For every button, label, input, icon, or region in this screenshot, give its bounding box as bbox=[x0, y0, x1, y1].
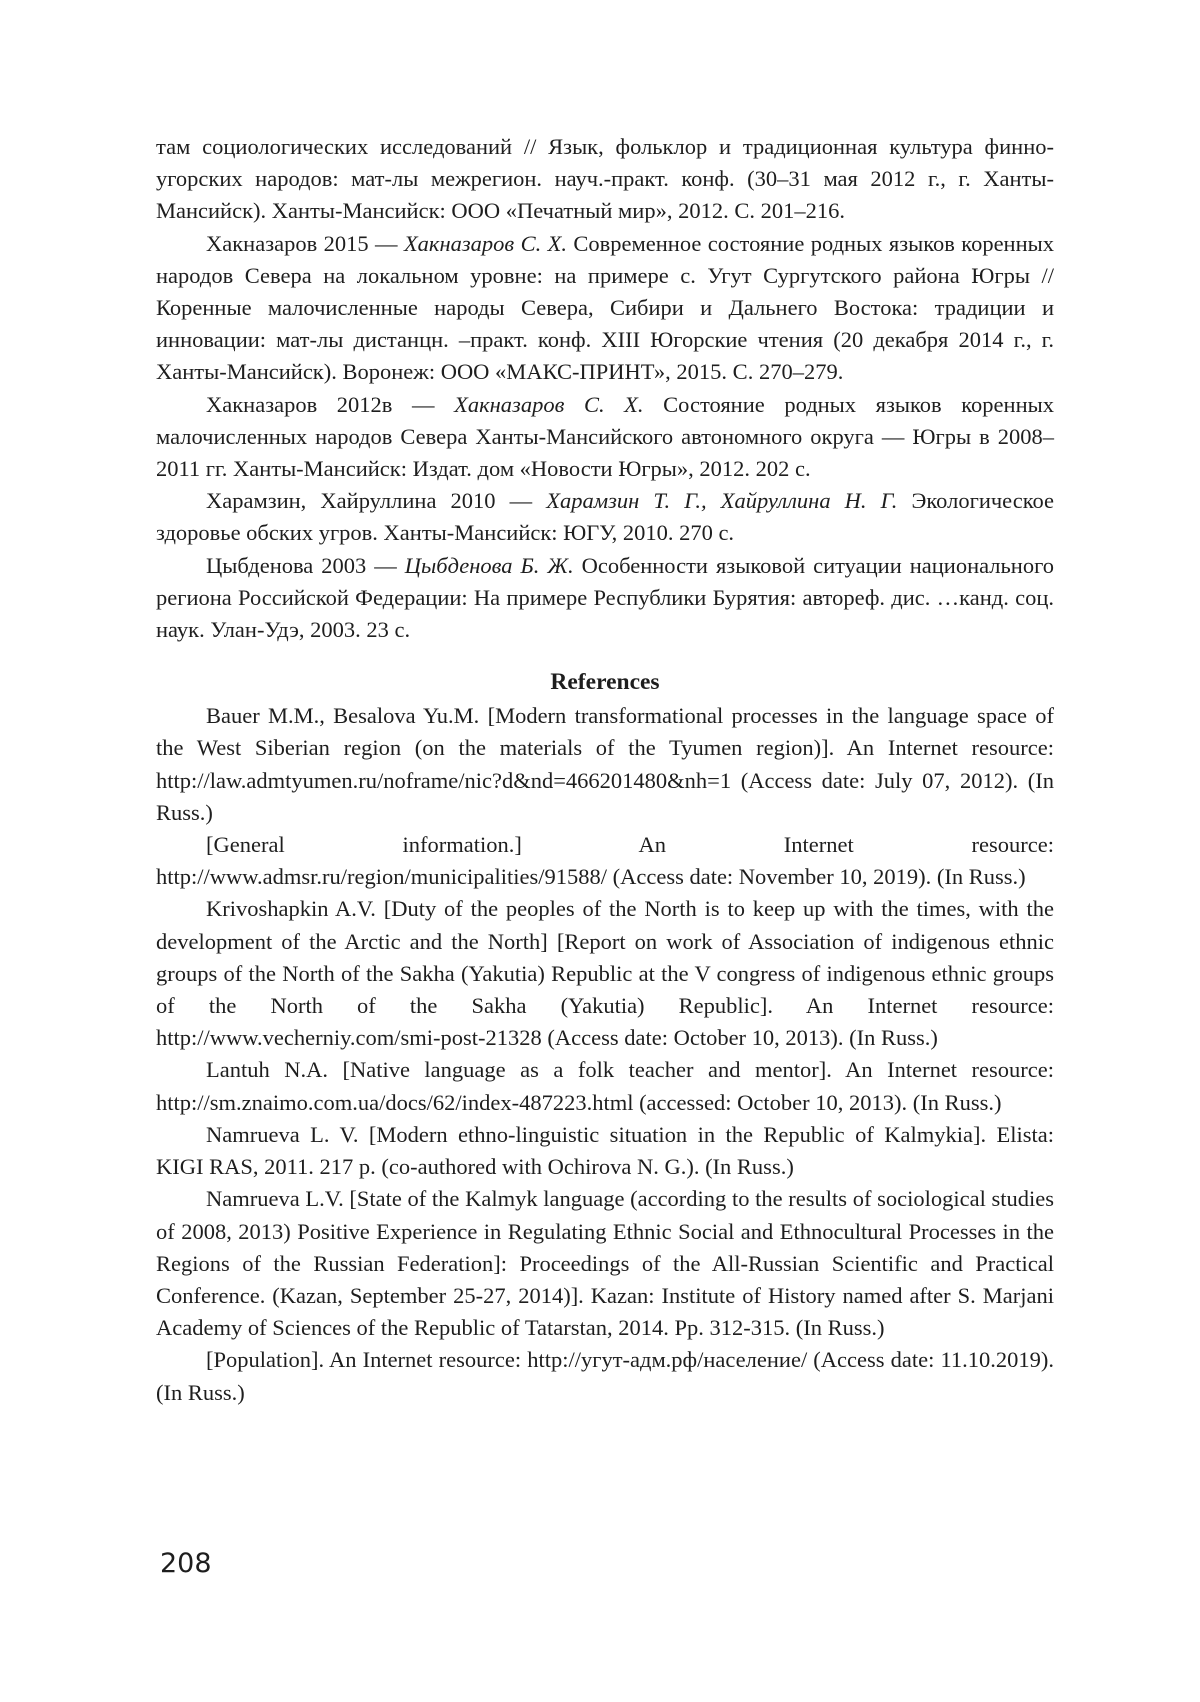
entry-text: Состояние родных языков коренных малочисленных народов Севера Ханты-Мансийского автономного округа — Югры в 2008–2011 гг. Ханты-Мансийск: Издат. дом «Новости Югры», 2012. 202 с. bbox=[156, 392, 1054, 481]
bibliography-entry bbox=[156, 485, 1054, 549]
bibliography-entry-continuation: там социологических исследований // Язык, фольклор и традиционная культура финно-угорских народов: мат-лы межрегион. науч.-практ. конф. (30–31 мая 2012 г., г. Ханты-Мансийск). Ханты-Мансийск: ООО «Печатный мир», 2012. С. 201–216. bbox=[156, 131, 1054, 228]
entry-text: Экологическое здоровье обских угров. Ханты-Мансийск: ЮГУ, 2010. 270 с. bbox=[156, 488, 1054, 545]
bibliography-entry bbox=[156, 389, 1054, 486]
entry-key: Харамзин, Хайруллина 2010 — bbox=[206, 488, 546, 513]
entry-text: Современное состояние родных языков коренных народов Севера на локальном уровне: на примере с. Угут Сургутского района Югры // Коренные малочисленные народы Севера, Сибири и Дальнего Востока: традиции и инновации: мат-лы дистанцн. –практ. конф. XIII Югорские чтения (20 декабря 2014 г., г. Ханты-Мансийск). Воронеж: ООО «МАКС-ПРИНТ», 2015. С. 270–279. bbox=[156, 231, 1054, 385]
page-number: 208 bbox=[160, 1547, 212, 1581]
reference-entry: [General information.] An Internet resource: http://www.admsr.ru/region/municipalities/91588/ (Access date: November 10, 2019). (In Russ.) bbox=[156, 829, 1054, 893]
entry-authors: Хакназаров С. Х. bbox=[454, 392, 643, 417]
references-heading: References bbox=[156, 666, 1054, 698]
entry-authors: Цыбденова Б. Ж. bbox=[405, 553, 574, 578]
reference-entry: Lantuh N.A. [Native language as a folk teacher and mentor]. An Internet resource: http://sm.znaimo.com.ua/docs/62/index-487223.html (accessed: October 10, 2013). (In Russ.) bbox=[156, 1054, 1054, 1118]
bibliography-entry bbox=[156, 228, 1054, 389]
reference-entry: Namrueva L. V. [Modern ethno-linguistic situation in the Republic of Kalmykia]. Elista: KIGI RAS, 2011. 217 p. (co-authored with Ochirova N. G.). (In Russ.) bbox=[156, 1119, 1054, 1183]
bibliography-entry bbox=[156, 550, 1054, 647]
reference-entry: [Population]. An Internet resource: http://угут-адм.рф/население/ (Access date: 11.10.2019). (In Russ.) bbox=[156, 1344, 1054, 1408]
entry-authors: Харамзин Т. Г., Хайруллина Н. Г. bbox=[546, 488, 897, 513]
reference-entry: Bauer M.M., Besalova Yu.M. [Modern transformational processes in the language space of the West Siberian region (on the materials of the Tyumen region)]. An Internet resource: http://law.admtyumen.ru/noframe/nic?d&nd=466201480&nh=1 (Access date: July 07, 2012). (In Russ.) bbox=[156, 700, 1054, 829]
entry-key: Хакназаров 2012в — bbox=[206, 392, 454, 417]
entry-authors: Хакназаров С. Х. bbox=[404, 231, 567, 256]
reference-entry: Krivoshapkin A.V. [Duty of the peoples of the North is to keep up with the times, with the development of the Arctic and the North] [Report on work of Association of indigenous ethnic groups of the North of the Sakha (Yakutia) Republic at the V congress of indigenous ethnic groups of the North of the Sakha (Yakutia) Republic]. An Internet resource: http://www.vecherniy.com/smi-post-21328 (Access date: October 10, 2013). (In Russ.) bbox=[156, 893, 1054, 1054]
entry-key: Хакназаров 2015 — bbox=[206, 231, 404, 256]
entry-key: Цыбденова 2003 — bbox=[206, 553, 405, 578]
page-body bbox=[156, 131, 1054, 1409]
entry-text: Особенности языковой ситуации национального региона Российской Федерации: На примере Республики Бурятия: автореф. дис. …канд. соц. наук. Улан-Удэ, 2003. 23 с. bbox=[156, 553, 1054, 642]
reference-entry: Namrueva L.V. [State of the Kalmyk language (according to the results of sociological studies of 2008, 2013) Positive Experience in Regulating Ethnic Social and Ethnocultural Processes in the Regions of the Russian Federation]: Proceedings of the All-Russian Scientific and Practical Conference. (Kazan, September 25-27, 2014)]. Kazan: Institute of History named after S. Marjani Academy of Sciences of the Republic of Tatarstan, 2014. Pp. 312-315. (In Russ.) bbox=[156, 1183, 1054, 1344]
